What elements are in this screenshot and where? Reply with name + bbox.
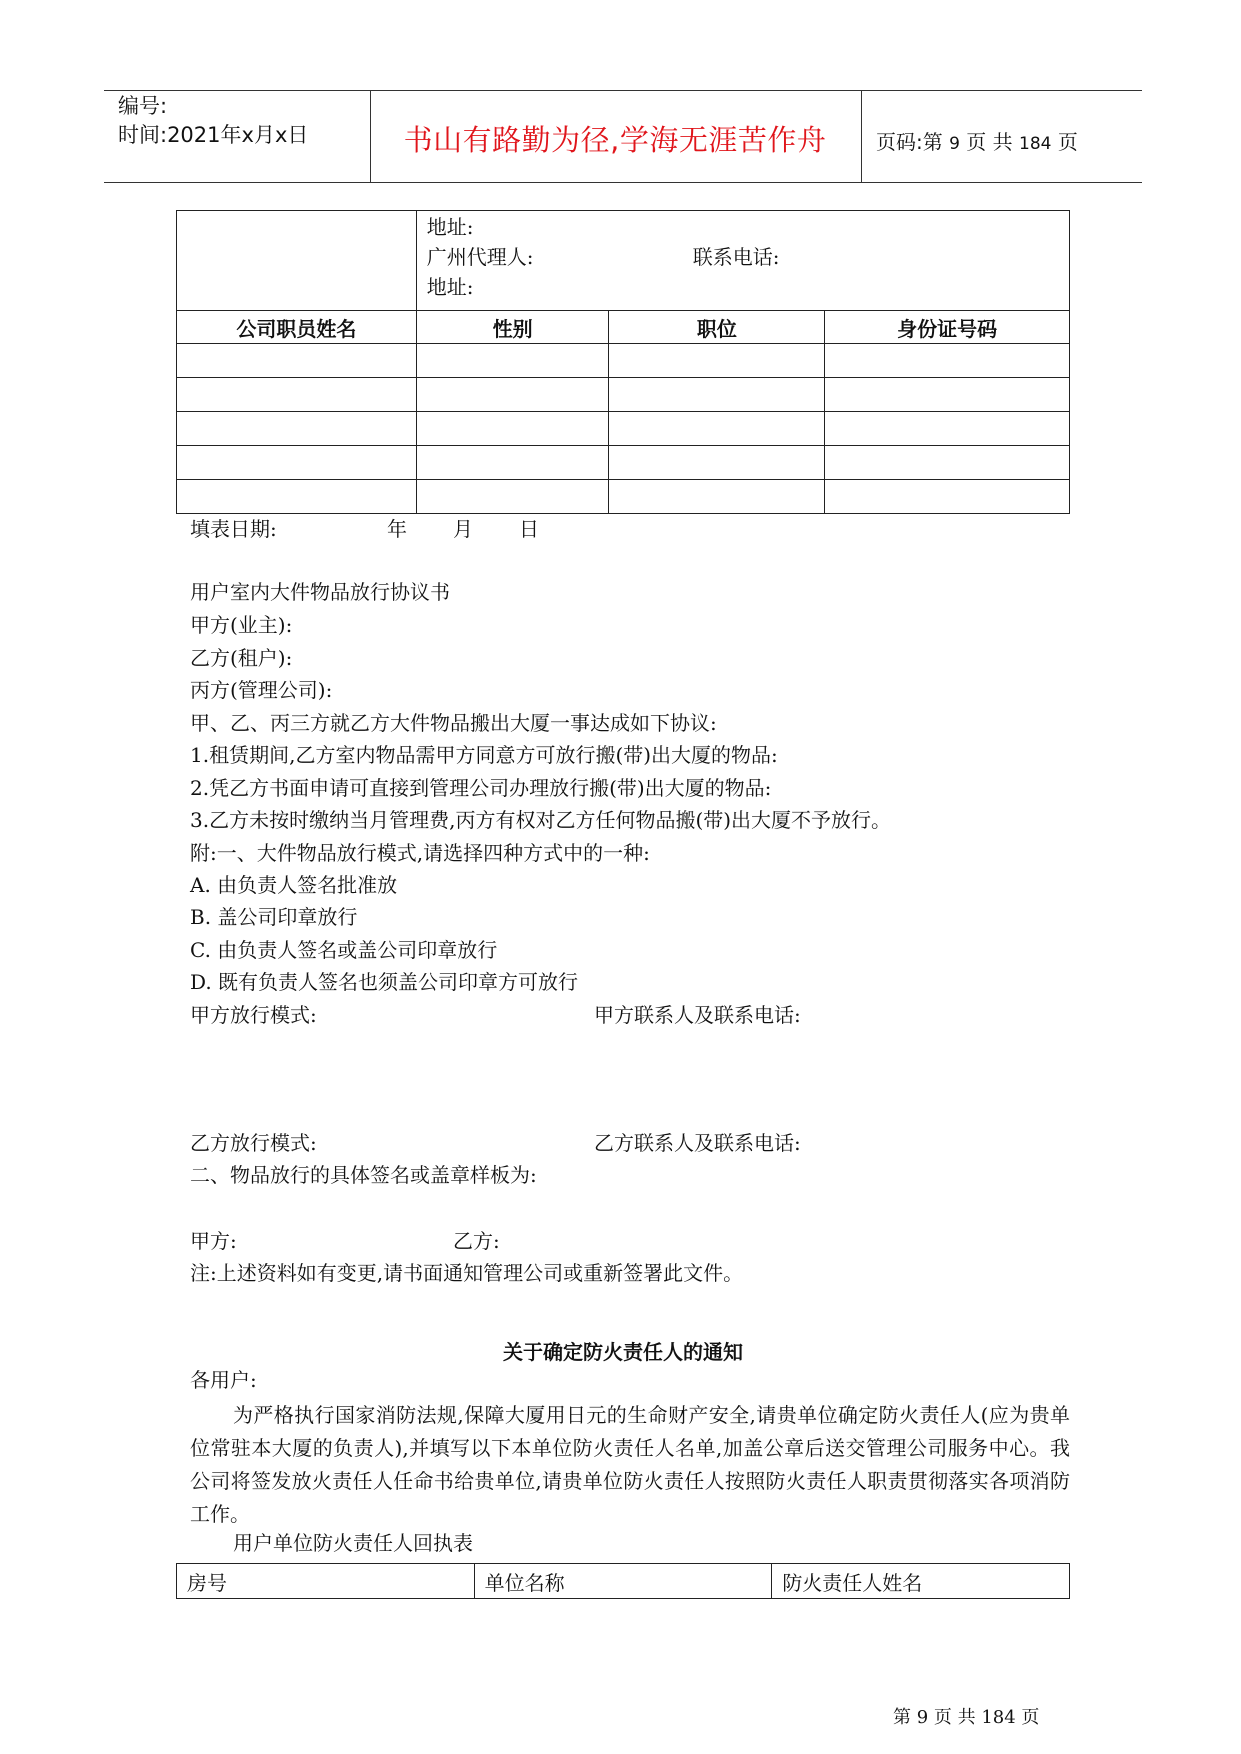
table-cell[interactable] (609, 446, 825, 480)
fill-date-line (190, 515, 539, 543)
page-total: 184 (1019, 134, 1052, 154)
table-cell[interactable] (416, 344, 609, 378)
agreement-intro: 甲、乙、丙三方就乙方大件物品搬出大厦一事达成如下协议: (190, 711, 717, 735)
signature-line (190, 1227, 500, 1255)
fire-notice-greeting: 各用户: (190, 1368, 257, 1392)
table-cell[interactable] (416, 412, 609, 446)
party-a-mode-label: 甲方放行模式: (190, 1003, 317, 1027)
fire-notice-title: 关于确定防火责任人的通知 (503, 1340, 743, 1364)
address-blank-cell (177, 211, 417, 311)
staff-header-row (177, 311, 1070, 344)
table-cell[interactable] (177, 378, 417, 412)
serial-label: 编号: (118, 94, 168, 118)
col-gender: 性别 (416, 311, 609, 344)
clause-1: 1.租赁期间,乙方室内物品需甲方同意方可放行搬(带)出大厦的物品: (190, 743, 778, 767)
appendix-2: 二、物品放行的具体签名或盖章样板为: (190, 1163, 537, 1187)
party-b-contact-label: 乙方联系人及联系电话: (594, 1131, 801, 1155)
party-b-mode-label: 乙方放行模式: (190, 1131, 317, 1155)
table-cell[interactable] (177, 446, 417, 480)
gz-agent-label: 广州代理人: (426, 245, 534, 269)
address-cell (416, 211, 1069, 311)
table-cell[interactable] (825, 412, 1070, 446)
col-staff-name: 公司职员姓名 (177, 311, 417, 344)
time-label: 时间:2021年x月x日 (118, 123, 309, 147)
footer-page-number: 第 9 页 共 184 页 (893, 1707, 1040, 1728)
fill-date-label: 填表日期: (190, 517, 277, 541)
header-meta (118, 92, 308, 150)
party-c: 丙方(管理公司): (190, 678, 333, 702)
party-a-contact-label: 甲方联系人及联系电话: (594, 1003, 801, 1027)
table-cell[interactable] (825, 378, 1070, 412)
fire-notice-body: 为严格执行国家消防法规,保障大厦用日元的生命财产安全,请贵单位确定防火责任人(应为贵单位常驻本大厦的负责人),并填写以下本单位防火责任人名单,加盖公章后送交管理公司服务中心。我公司将签发放火责任人任命书给贵单位,请贵单位防火责任人按照防火责任人职责贯彻落实各项消防工作。 (190, 1403, 1070, 1526)
sign-a-label: 甲方: (190, 1229, 237, 1253)
address-row (177, 211, 1070, 311)
table-row (177, 378, 1070, 412)
header-motto: 书山有路勤为径,学海无涯苦作舟 (403, 123, 827, 157)
header-divider-right (861, 90, 862, 182)
fill-date-month: 月 (453, 517, 473, 541)
table-cell[interactable] (825, 480, 1070, 514)
fire-table-header-row (177, 1564, 1070, 1599)
option-d: D. 既有负责人签名也须盖公司印章方可放行 (190, 970, 579, 994)
fill-date-day: 日 (519, 517, 539, 541)
col-unit-name: 单位名称 (474, 1564, 772, 1599)
table-row (177, 480, 1070, 514)
table-cell[interactable] (177, 412, 417, 446)
agent-row (427, 242, 1069, 272)
table-cell[interactable] (416, 480, 609, 514)
table-row (177, 344, 1070, 378)
table-row (177, 446, 1070, 480)
party-b: 乙方(租户): (190, 646, 293, 670)
page-mid: 页 共 (966, 130, 1013, 154)
table-cell[interactable] (825, 446, 1070, 480)
agreement-title: 用户室内大件物品放行协议书 (190, 580, 450, 604)
fill-date-year: 年 (387, 517, 407, 541)
col-fire-officer-name: 防火责任人姓名 (772, 1564, 1070, 1599)
col-id-number: 身份证号码 (825, 311, 1070, 344)
address-label-1: 地址: (426, 215, 474, 239)
clause-3: 3.乙方未按时缴纳当月管理费,丙方有权对乙方任何物品搬(带)出大厦不予放行。 (190, 808, 892, 832)
party-a: 甲方(业主): (190, 613, 293, 637)
table-cell[interactable] (416, 446, 609, 480)
staff-table (176, 210, 1070, 514)
col-position: 职位 (609, 311, 825, 344)
fire-responsibility-table (176, 1563, 1070, 1599)
header-bottom-rule (104, 182, 1142, 183)
option-c: C. 由负责人签名或盖公司印章放行 (190, 938, 498, 962)
table-cell[interactable] (825, 344, 1070, 378)
address-label-2: 地址: (426, 275, 474, 299)
page-prefix: 页码:第 (876, 130, 943, 154)
table-cell[interactable] (609, 344, 825, 378)
page-suffix: 页 (1057, 130, 1078, 154)
appendix-1: 附:一、大件物品放行模式,请选择四种方式中的一种: (190, 841, 650, 865)
col-room-number: 房号 (177, 1564, 475, 1599)
table-cell[interactable] (609, 412, 825, 446)
phone-label: 联系电话: (692, 245, 780, 269)
sign-b-label: 乙方: (453, 1229, 500, 1253)
table-cell[interactable] (177, 344, 417, 378)
table-cell[interactable] (609, 378, 825, 412)
header-page-number (876, 126, 1078, 155)
option-b: B. 盖公司印章放行 (190, 905, 358, 929)
option-a: A. 由负责人签名批准放 (190, 873, 398, 897)
clause-2: 2.凭乙方书面申请可直接到管理公司办理放行搬(带)出大厦的物品: (190, 776, 772, 800)
table-cell[interactable] (609, 480, 825, 514)
header-top-rule (104, 90, 1142, 91)
fire-form-title: 用户单位防火责任人回执表 (233, 1531, 473, 1555)
agreement-note: 注:上述资料如有变更,请书面通知管理公司或重新签署此文件。 (190, 1261, 744, 1285)
page-current: 9 (949, 134, 960, 154)
table-cell[interactable] (416, 378, 609, 412)
table-cell[interactable] (177, 480, 417, 514)
party-a-mode-line (190, 1001, 801, 1029)
table-row (177, 412, 1070, 446)
party-b-mode-line (190, 1129, 801, 1157)
